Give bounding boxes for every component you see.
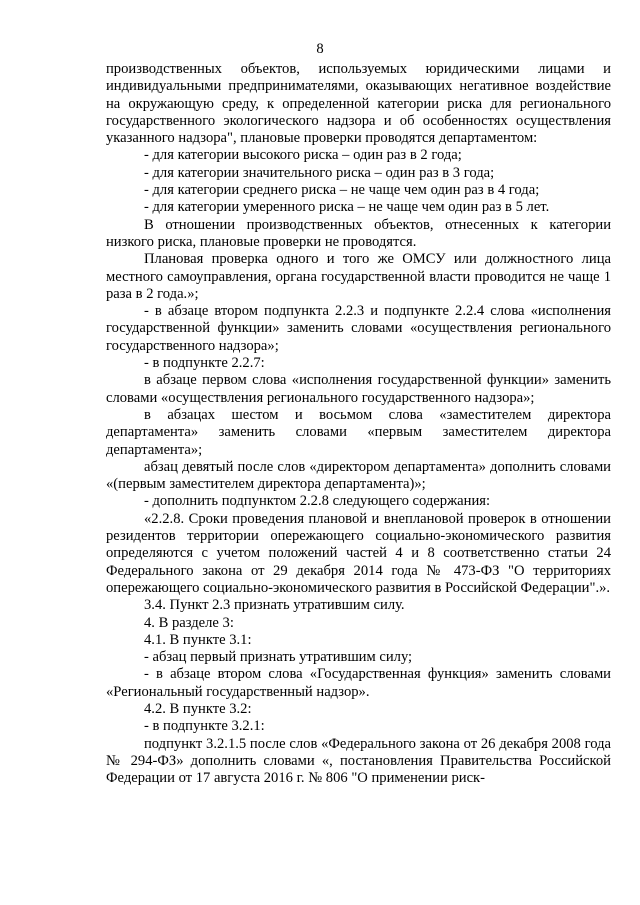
paragraph-15: 3.4. Пункт 2.3 признать утратившим силу. (144, 597, 405, 614)
paragraph-17: 4.1. В пункте 3.1: (144, 631, 252, 648)
paragraph-22: подпункт 3.2.1.5 после слов «Федерального закона от 26 декабря 2008 года № 294-ФЗ» дополнить словами «, постановления Правительства Российской Федерации от 17 августа 2016 г. № 806 "О применении риск- (106, 735, 611, 787)
paragraph-21: - в подпункте 3.2.1: (144, 718, 265, 735)
paragraph-20: 4.2. В пункте 3.2: (144, 700, 252, 717)
paragraph-6: В отношении производственных объектов, отнесенных к категории низкого риска, плановые проверки не проводятся. (106, 216, 611, 250)
paragraph-19: - в абзаце втором слова «Государственная функция» заменить словами «Региональный государственный надзор». (106, 666, 611, 700)
paragraph-13: - дополнить подпунктом 2.2.8 следующего содержания: (144, 493, 491, 510)
document-body (106, 61, 611, 787)
paragraph-9: - в подпункте 2.2.7: (144, 355, 265, 372)
paragraph-2: - для категории высокого риска – один раз в 2 года; (144, 147, 462, 164)
paragraph-12: абзац девятый после слов «директором департамента» дополнить словами «(первым заместителем директора департамента)»; (106, 458, 611, 493)
paragraph-3: - для категории значительного риска – один раз в 3 года; (144, 164, 495, 181)
paragraph-14: «2.2.8. Сроки проведения плановой и внеплановой проверок в отношении резидентов территории опережающего социально-экономического развития определяются с учетом положений частей 4 и 8 соответственно статьи 24 Федерального закона от 29 декабря 2014 года № 473-ФЗ "О территориях опережающего социально-экономического развития в Российской Федерации".». (106, 510, 611, 596)
paragraph-10: в абзаце первом слова «исполнения государственной функции» заменить словами «осуществления регионального государственного надзора»; (106, 372, 611, 406)
paragraph-11: в абзацах шестом и восьмом слова «заместителем директора департамента» заменить словами «первым заместителем директора департамента»; (106, 406, 611, 458)
paragraph-1: производственных объектов, используемых юридическими лицами и индивидуальными предпринимателями, оказывающих негативное воздействие на окружающую среду, к определенной категории риска для регионального государственного экологического надзора и об особенностях осуществления указанного надзора", плановые проверки проводятся департаментом: (106, 61, 611, 147)
paragraph-4: - для категории среднего риска – не чаще чем один раз в 4 года; (144, 182, 540, 199)
paragraph-16: 4. В разделе 3: (144, 614, 234, 631)
page-number: 8 (316, 41, 324, 57)
paragraph-8: - в абзаце втором подпункта 2.2.3 и подпункте 2.2.4 слова «исполнения государственной функции» заменить словами «осуществления регионального государственного надзора»; (106, 303, 611, 354)
paragraph-5: - для категории умеренного риска – не чаще чем один раз в 5 лет. (144, 199, 550, 216)
paragraph-18: - абзац первый признать утратившим силу; (144, 649, 413, 666)
paragraph-7: Плановая проверка одного и того же ОМСУ или должностного лица местного самоуправления, органа государственной власти проводится не чаще 1 раза в 2 года.»; (106, 251, 611, 302)
